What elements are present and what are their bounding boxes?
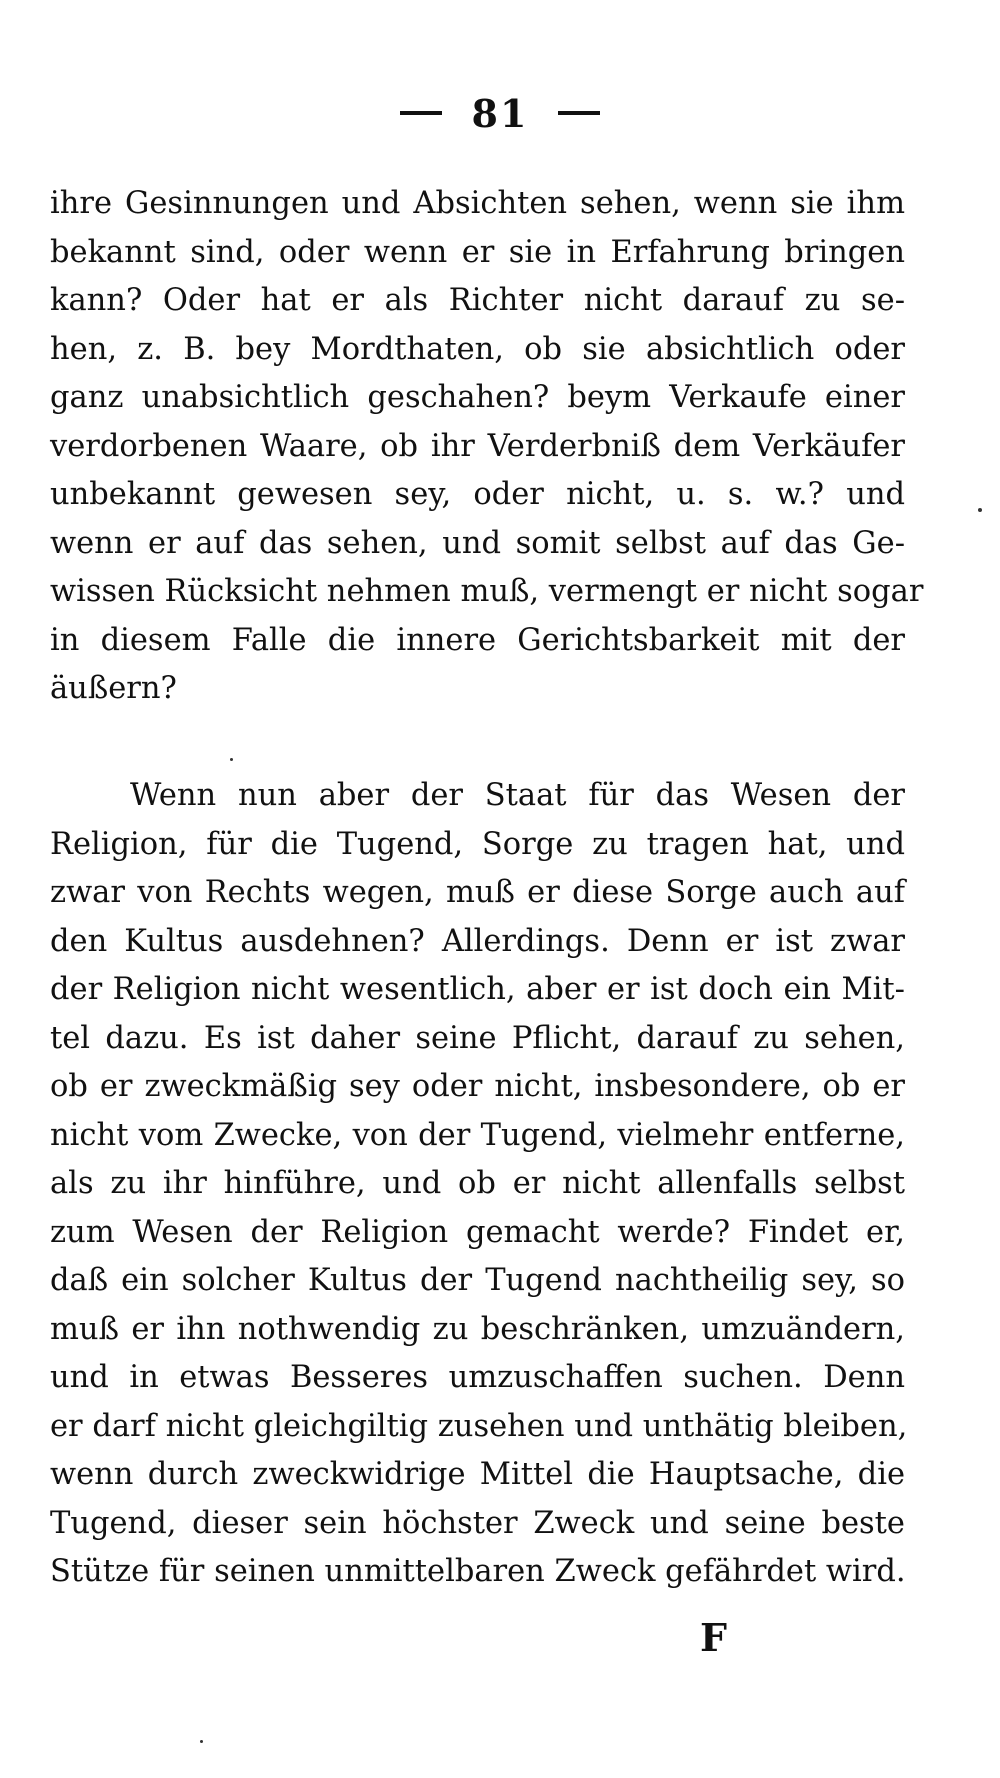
text-line: ganz unabsichtlich geschahen? beym Verkaufe einer — [50, 380, 905, 415]
text-line: äußern? — [50, 671, 177, 706]
text-line: unbekannt gewesen sey, oder nicht, u. s. w.? und — [50, 477, 905, 512]
right-dash — [558, 111, 600, 115]
print-speck — [230, 758, 233, 761]
text-line: den Kultus ausdehnen? Allerdings. Denn er ist zwar — [50, 923, 905, 959]
text-line: ob er zweckmäßig sey oder nicht, insbesondere, ob er — [50, 1069, 905, 1104]
text-line: verdorbenen Waare, ob ihr Verderbniß dem Verkäufer — [50, 428, 905, 464]
paragraph-1 — [50, 180, 924, 714]
text-line: wenn durch zweckwidrige Mittel die Hauptsache, die — [50, 1457, 905, 1492]
text-line: Wenn nun aber der Staat für das Wesen der — [130, 778, 905, 813]
left-dash — [400, 111, 442, 115]
page-number: 81 — [471, 90, 529, 136]
text-line: Stütze für seinen unmittelbaren Zweck gefährdet wird. — [50, 1554, 906, 1589]
text-line: wenn er auf das sehen, und somit selbst auf das Ge- — [50, 525, 905, 561]
page-header — [0, 88, 1000, 138]
text-line: er darf nicht gleichgiltig zusehen und unthätig bleiben, — [50, 1408, 908, 1444]
text-line: und in etwas Besseres umzuschaffen suchen. Denn — [50, 1360, 905, 1395]
text-line: wissen Rücksicht nehmen muß, vermengt er nicht sogar — [50, 574, 924, 609]
text-line: zwar von Rechts wegen, muß er diese Sorge auch auf — [50, 875, 905, 910]
text-line: daß ein solcher Kultus der Tugend nachtheilig sey, so — [50, 1263, 905, 1298]
text-line: als zu ihr hinführe, und ob er nicht allenfalls selbst — [50, 1166, 905, 1201]
signature-mark: F — [700, 1615, 727, 1660]
paragraph-2 — [50, 772, 908, 1597]
text-line: in diesem Falle die innere Gerichtsbarkeit mit der — [50, 622, 905, 658]
text-line: muß er ihn nothwendig zu beschränken, umzuändern, — [50, 1311, 905, 1347]
text-line: bekannt sind, oder wenn er sie in Erfahrung bringen — [50, 234, 905, 270]
text-line: Tugend, dieser sein höchster Zweck und seine beste — [50, 1505, 905, 1541]
text-line: kann? Oder hat er als Richter nicht darauf zu se- — [50, 283, 905, 318]
page-number-group — [400, 91, 601, 136]
text-line: ihre Gesinnungen und Absichten sehen, wenn sie ihm — [50, 186, 905, 221]
print-speck — [978, 508, 982, 512]
text-line: zum Wesen der Religion gemacht werde? Findet er, — [50, 1214, 905, 1250]
text-line: hen, z. B. bey Mordthaten, ob sie absichtlich oder — [50, 331, 905, 367]
text-line: nicht vom Zwecke, von der Tugend, vielmehr entferne, — [50, 1117, 905, 1153]
text-line: der Religion nicht wesentlich, aber er ist doch ein Mit- — [50, 972, 905, 1007]
text-line: Religion, für die Tugend, Sorge zu tragen hat, und — [50, 826, 905, 862]
print-speck — [200, 1740, 203, 1743]
text-line: tel dazu. Es ist daher seine Pflicht, darauf zu sehen, — [50, 1020, 905, 1056]
